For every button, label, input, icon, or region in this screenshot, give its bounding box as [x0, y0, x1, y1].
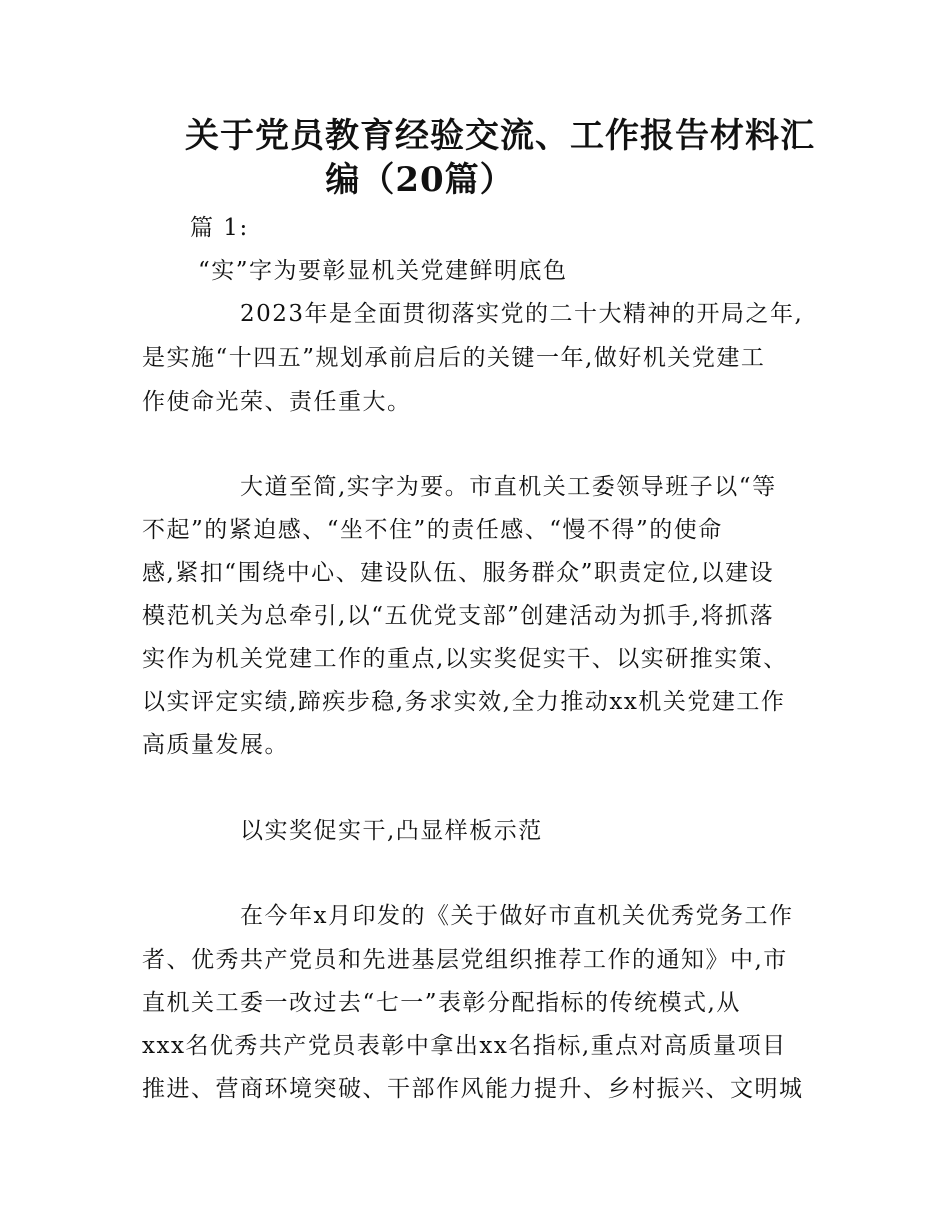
subsection-heading: 以实奖促实干,凸显样板示范: [240, 818, 543, 844]
document-title-line-2: 编（20篇）: [325, 160, 515, 200]
paragraph-line: 高质量发展。: [142, 732, 289, 758]
paragraph-line: 直机关工委一改过去“七一”表彰分配指标的传统模式,从: [142, 990, 741, 1016]
paragraph-line: 实作为机关党建工作的重点,以实奖促实干、以实研推实策、: [142, 646, 788, 672]
document-title-line-1: 关于党员教育经验交流、工作报告材料汇: [185, 116, 815, 156]
paragraph-line: 推进、营商环境突破、干部作风能力提升、乡村振兴、文明城: [142, 1076, 804, 1102]
paragraph-line: xxx名优秀共产党员表彰中拿出xx名指标,重点对高质量项目: [142, 1033, 787, 1059]
article-heading: “实”字为要彰显机关党建鲜明底色: [198, 258, 568, 284]
paragraph-line: 模范机关为总牵引,以“五优党支部”创建活动为抓手,将抓落: [142, 603, 775, 629]
paragraph-line: 2023年是全面贯彻落实党的二十大精神的开局之年,: [240, 301, 804, 327]
paragraph-line: 大道至简,实字为要。市直机关工委领导班子以“等: [240, 474, 777, 500]
section-number: 篇 1:: [190, 215, 249, 241]
paragraph-line: 以实评定实绩,蹄疾步稳,务求实效,全力推动xx机关党建工作: [142, 689, 786, 715]
paragraph-line: 感,紧扣“围绕中心、建设队伍、服务群众”职责定位,以建设: [142, 560, 775, 586]
paragraph-line: 作使命光荣、责任重大。: [142, 389, 412, 415]
paragraph-line: 者、优秀共产党员和先进基层党组织推荐工作的通知》中,市: [142, 947, 788, 973]
paragraph-line: 不起”的紧迫感、“坐不住”的责任感、“慢不得”的使命: [142, 517, 723, 543]
paragraph-line: 是实施“十四五”规划承前启后的关键一年,做好机关党建工: [142, 345, 766, 371]
paragraph-line: 在今年x月印发的《关于做好市直机关优秀党务工作: [240, 903, 794, 929]
